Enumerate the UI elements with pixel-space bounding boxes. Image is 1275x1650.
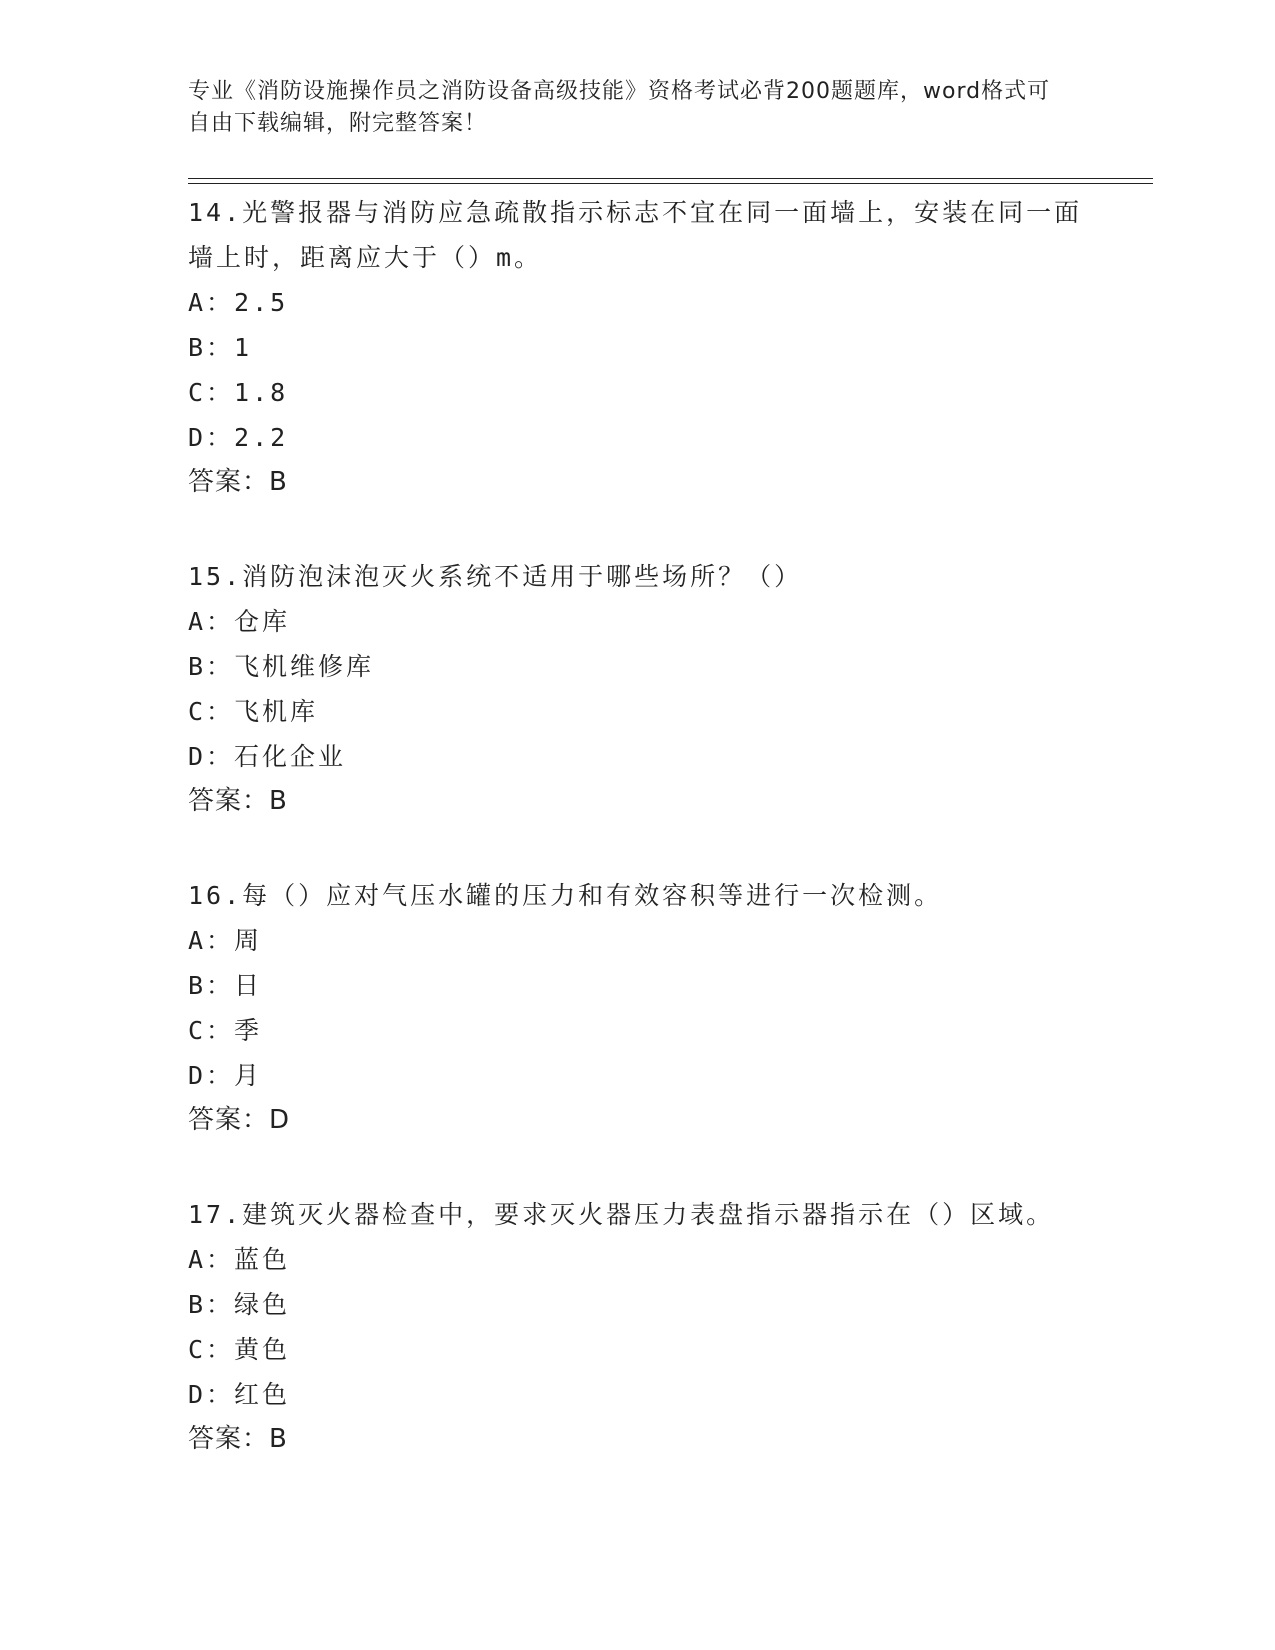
question-stem: 15.消防泡沫泡灭火系统不适用于哪些场所？（） (188, 562, 803, 591)
question-14 (188, 190, 1088, 505)
option-c: C：飞机库 (188, 697, 319, 726)
option-d: D：月 (188, 1061, 263, 1090)
option-c: C：1.8 (188, 378, 289, 407)
question-16 (188, 873, 1088, 1143)
question-17 (188, 1192, 1088, 1462)
option-a: A：仓库 (188, 607, 291, 636)
option-a: A：周 (188, 926, 263, 955)
question-stem: 14.光警报器与消防应急疏散指示标志不宜在同一面墙上，安装在同一面墙上时，距离应大于（）m。 (188, 198, 1083, 272)
answer-line: 答案：B (188, 467, 288, 497)
option-b: B：飞机维修库 (188, 652, 375, 681)
question-stem: 17.建筑灭火器检查中，要求灭火器压力表盘指示器指示在（）区域。 (188, 1200, 1055, 1229)
option-a: A：2.5 (188, 288, 289, 317)
question-stem: 16.每（）应对气压水罐的压力和有效容积等进行一次检测。 (188, 881, 943, 910)
option-c: C：黄色 (188, 1335, 291, 1364)
option-a: A：蓝色 (188, 1245, 291, 1274)
header-divider-top (188, 178, 1153, 179)
option-b: B：绿色 (188, 1290, 291, 1319)
option-d: D：红色 (188, 1380, 291, 1409)
header-divider-bottom (188, 183, 1153, 184)
option-b: B：日 (188, 971, 263, 1000)
option-d: D：石化企业 (188, 742, 347, 771)
answer-line: 答案：B (188, 786, 288, 816)
option-d: D：2.2 (188, 423, 289, 452)
document-header (188, 76, 1068, 140)
question-15 (188, 554, 1088, 824)
answer-line: 答案：B (188, 1424, 288, 1454)
header-title: 专业《消防设施操作员之消防设备高级技能》资格考试必背200题题库，word格式可自由下载编辑，附完整答案！ (188, 79, 1051, 136)
answer-line: 答案：D (188, 1105, 291, 1135)
option-b: B：1 (188, 333, 253, 362)
option-c: C：季 (188, 1016, 263, 1045)
